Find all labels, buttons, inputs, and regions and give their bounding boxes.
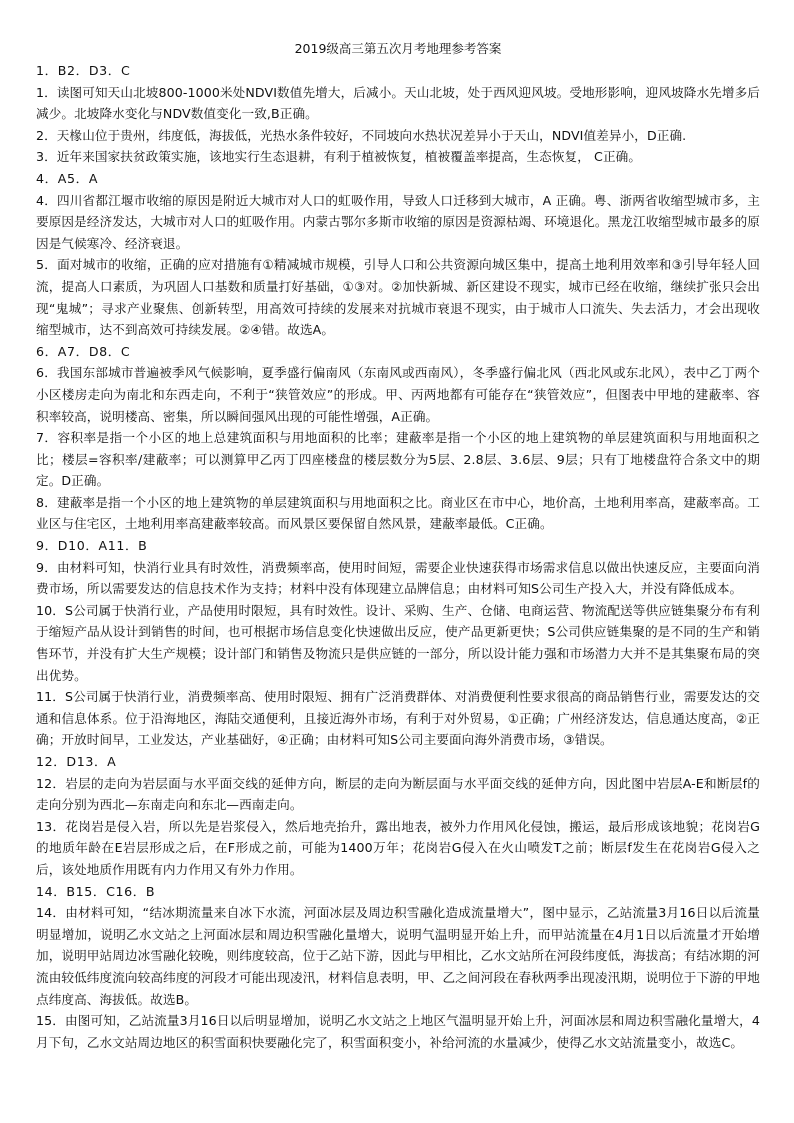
explanation-3: 3．近年来国家扶贫政策实施，该地实行生态退耕，有利于植被恢复，植被覆盖率提高，生态恢复， C正确。: [36, 149, 642, 165]
explanation-11: 11．S公司属于快消行业，消费频率高、使用时限短、拥有广泛消费群体、对消费便利性要求很高的商品销售行业，需要发达的交通和信息体系。位于沿海地区，海陆交通便利，且接近海外市场，有利于对外贸易，①正确；广州经济发达，信息通达度高，②正确；开放时间早，工业发达，产业基础好，④正确；由材料可知S公司主要面向海外消费市场，③错误。: [36, 689, 760, 748]
explanation-5: 5．面对城市的收缩，正确的应对措施有①精减城市规模，引导人口和公共资源向城区集中，提高土地利用效率和③引导年轻人回流，提高人口素质，为巩固人口基数和质量打好基础，①③对。②加快新城、新区建设不现实，城市已经在收缩，继续扩张只会出现“鬼城”；寻求产业聚焦、创新转型，用高效可持续的发展来对抗城市衰退不现实，由于城市人口流失、失去活力，才会出现收缩型城市，达不到高效可持续发展。②④错。故选A。: [36, 257, 760, 338]
explanation-15: 15．由图可知，乙站流量3月16日以后明显增加，说明乙水文站之上地区气温明显开始上升，河面冰层和周边积雪融化量增大，4月下旬，乙水文站周边地区的积雪面积快要融化完了，积雪面积变小，补给河流的水量减少，使得乙水文站流量变小，故选C。: [36, 1013, 760, 1050]
answer-key-line-1-3: 1．B2．D3．C: [36, 63, 131, 78]
explanation-9: 9．由材料可知，快消行业具有时效性，消费频率高，使用时间短，需要企业快速获得市场需求信息以做出快速反应，主要面向消费市场，所以需要发达的信息技术作为支持；材料中没有体现建立品牌信息；由材料可知S公司生产投入大，并没有降低成本。: [36, 559, 760, 597]
explanation-10: 10．S公司属于快消行业，产品使用时限短，具有时效性。设计、采购、生产、仓储、电商运营、物流配送等供应链集聚分布有利于缩短产品从设计到销售的时间，也可根据市场信息变化快速做出反应，使产品更新更快；S公司供应链集聚的是不同的生产和销售环节，并没有扩大生产规模；设计部门和销售及物流只是供应链的一部分，所以设计能力强和市场潜力大并不是其集聚布局的突出优势。: [36, 602, 760, 683]
explanation-14: 14．由材料可知，“结冰期流量来自冰下水流，河面冰层及周边积雪融化造成流量增大”，图中显示，乙站流量3月16日以后流量明显增加，说明乙水文站之上河面冰层和周边积雪融化量增大，说明气温明显开始上升，而甲站流量在4月1日以后流量才开始增加，说明甲站周边冰雪融化较晚，则纬度较高，位于乙站下游，因此与甲相比，乙水文站所在河段纬度低，海拔高；有结冰期的河流由较低纬度流向较高纬度的河段才可能出现凌汛，材料信息表明，甲、乙之间河段在春秋两季出现凌汛期，说明位于下游的甲地点纬度高、海拔低。故选B。: [36, 905, 760, 1007]
explanation-7: 7．容积率是指一个小区的地上总建筑面积与用地面积的比率；建蔽率是指一个小区的地上建筑物的单层建筑面积与用地面积之比；楼层=容积率/建蔽率；可以测算甲乙丙丁四座楼盘的楼层数分为5层、2.8层、3.6层、9层；只有丁地楼盘符合条文中的期定。D正确。: [36, 430, 760, 489]
answer-body: [36, 60, 760, 1053]
answer-key-line-6-8: 6．A7．D8．C: [36, 343, 131, 359]
explanation-8: 8．建蔽率是指一个小区的地上建筑物的单层建筑面积与用地面积之比。商业区在市中心，地价高，土地利用率高，建蔽率高。工业区与住宅区，土地利用率高建蔽率较高。而风景区要保留自然风景，建蔽率最低。C正确。: [36, 494, 760, 532]
explanation-4: 4．四川省都江堰市收缩的原因是附近大城市对人口的虹吸作用，导致人口迁移到大城市，A 正确。粤、浙两省收缩型城市多，主要原因是经济发达，大城市对人口的虹吸作用。内蒙古鄂尔多斯市收缩的原因是资源枯竭、环境退化。黑龙江收缩型城市最多的原因是气候寒冷、经济衰退。: [36, 192, 760, 251]
page-title: 2019级高三第五次月考地理参考答案: [294, 41, 502, 56]
explanation-6: 6．我国东部城市普遍被季风气候影响，夏季盛行偏南风（东南风或西南风），冬季盛行偏北风（西北风或东北风），表中乙丁两个小区楼房走向为南北和东西走向，不利于“狭管效应”的形成。甲、丙两地都有可能存在“狭管效应”，但图表中甲地的建蔽率、容积率较高，说明楼高、密集，所以瞬间强风出现的可能性增强，A正确。: [36, 365, 760, 424]
explanation-1: 1．读图可知天山北坡800-1000米处NDVI数值先增大，后减小。天山北坡，处于西风迎风坡。受地形影响，迎风坡降水先增多后减少。北坡降水变化与NDV数值变化一致,B正确。: [36, 84, 760, 122]
answer-key-line-4-5: 4．A5．A: [36, 170, 99, 186]
answer-key-line-12-13: 12．D13．A: [36, 754, 117, 769]
explanation-13: 13．花岗岩是侵入岩，所以先是岩浆侵入，然后地壳抬升，露出地表，被外力作用风化侵蚀，搬运，最后形成该地貌；花岗岩G的地质年龄在E岩层形成之后，在F形成之前，可能为1400万年；花岗岩G侵入在火山喷发T之前；断层f发生在花岗岩G侵入之后，该处地质作用既有内力作用又有外力作用。: [36, 818, 760, 877]
answer-key-line-9-11: 9．D10．A11．B: [36, 538, 148, 554]
explanation-2: 2．天椽山位于贵州，纬度低，海拔低，光热水条件较好，不同坡向水热状况差异小于天山，NDVI值差异小，D正确.: [36, 127, 687, 143]
answer-key-line-14-16: 14．B15．C16．B: [36, 883, 156, 899]
explanation-12: 12．岩层的走向为岩层面与水平面交线的延伸方向，断层的走向为断层面与水平面交线的延伸方向，因此图中岩层A-E和断层f的走向分别为西北—东南走向和东北—西南走向。: [36, 775, 760, 813]
